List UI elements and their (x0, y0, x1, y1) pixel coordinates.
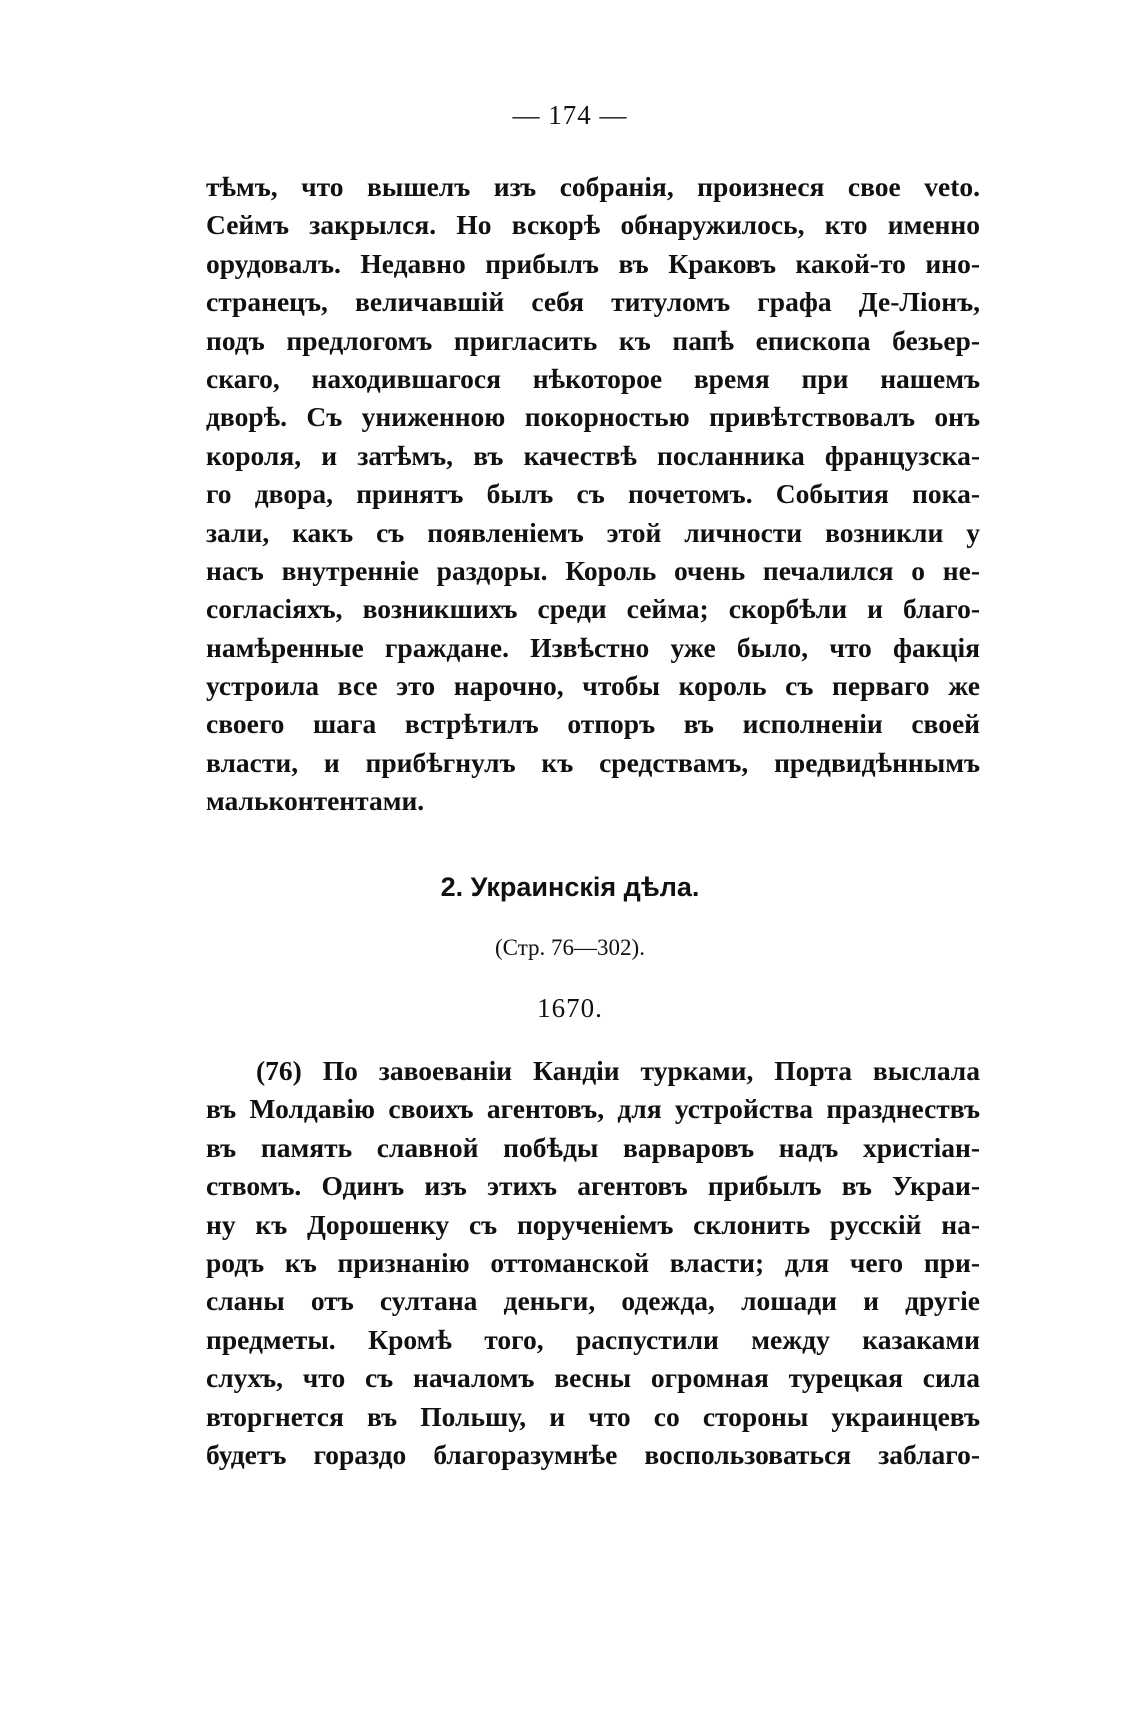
text-line: го двора, принятъ былъ съ почетомъ. События пока- (206, 478, 980, 510)
text-line: странецъ, величавшій себя титуломъ графа Де-Ліонъ, (206, 286, 980, 318)
text-line: власти, и прибѣгнулъ къ средствамъ, предвидѣннымъ (206, 746, 980, 778)
text-line: насъ внутренніе раздоры. Король очень печалился о не- (206, 554, 980, 586)
text-line: ну къ Дорошенку съ порученіемъ склонить русскій на- (206, 1208, 980, 1240)
text-line: тѣмъ, что вышелъ изъ собранія, произнеся свое veto. (206, 171, 980, 202)
text-line: сланы отъ султана деньги, одежда, лошади и другіе (206, 1285, 980, 1317)
text-line: предметы. Кромѣ того, распустили между казаками (206, 1323, 980, 1355)
paragraph-2 (206, 1052, 980, 1474)
text-line: устроила все это нарочно, чтобы король съ перваго же (206, 670, 980, 702)
text-line: короля, и затѣмъ, въ качествѣ посланника французска- (206, 439, 980, 471)
text-line: зали, какъ съ появленіемъ этой личности возникли у (206, 516, 980, 548)
year-heading: 1670. (537, 993, 603, 1023)
text-line: въ Молдавію своихъ агентовъ, для устройства празднествъ (206, 1093, 980, 1125)
text-line: подъ предлогомъ пригласить къ папѣ епископа безьер- (206, 324, 980, 356)
text-line: будетъ гораздо благоразумнѣе воспользоваться заблаго- (206, 1438, 980, 1470)
text-line: Сеймъ закрылся. Но вскорѣ обнаружилось, кто именно (206, 209, 980, 241)
text-line: намѣренные граждане. Извѣстно уже было, что факція (206, 631, 980, 663)
text-line: въ память славной побѣды варваровъ надъ христіан- (206, 1131, 980, 1163)
text-line: (76) По завоеваніи Кандіи турками, Порта выслала (256, 1055, 980, 1086)
text-line: слухъ, что съ началомъ весны огромная турецкая сила (206, 1362, 980, 1394)
text-line: дворѣ. Съ униженною покорностью привѣтствовалъ онъ (206, 401, 980, 433)
text-line: ствомъ. Одинъ изъ этихъ агентовъ прибылъ въ Украи- (206, 1170, 980, 1202)
text-line: вторгнется въ Польшу, и что со стороны украинцевъ (206, 1400, 980, 1432)
text-line: скаго, находившагося нѣкоторое время при нашемъ (206, 362, 980, 394)
text-line: согласіяхъ, возникшихъ среди сейма; скорбѣли и благо- (206, 593, 980, 625)
text-line: орудовалъ. Недавно прибылъ въ Краковъ какой-то ино- (206, 247, 980, 279)
text-line: родъ къ признанію оттоманской власти; для чего при- (206, 1246, 980, 1278)
section-heading: 2. Украинскія дѣла. (440, 872, 700, 902)
page-reference: (Стр. 76—302). (495, 935, 645, 960)
text-line: своего шага встрѣтилъ отпоръ въ исполненіи своей (206, 708, 980, 740)
text-line: мальконтентами. (206, 785, 425, 817)
paragraph-1 (206, 168, 980, 821)
page-number: — 174 — (512, 100, 628, 130)
